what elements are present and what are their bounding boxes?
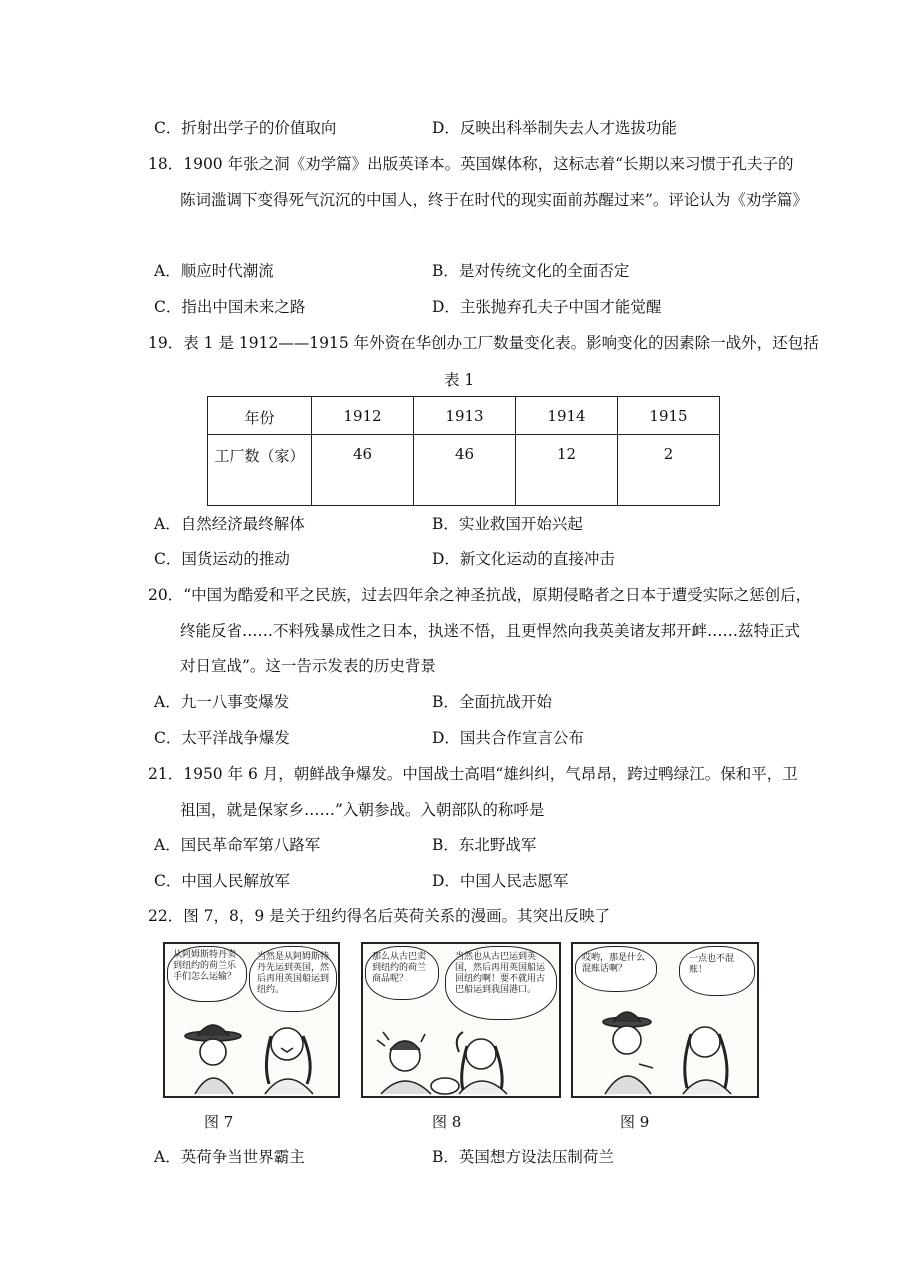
fig7-bubble1-text: 从阿姆斯特丹卖到纽约的荷兰乐手们怎么运输？ xyxy=(173,950,237,982)
q18-option-a: A．顺应时代潮流 xyxy=(154,262,274,280)
factory-table xyxy=(207,396,720,506)
q17-option-c: C．折射出学子的价值取向 xyxy=(154,119,337,137)
q21-stem-line1: 21．1950 年 6 月，朝鲜战争爆发。中国战士高唱“雄纠纠，气昂昂，跨过鸭绿江。保和平，卫 xyxy=(148,765,798,783)
header-1915: 1915 xyxy=(618,397,720,435)
fig8-bubble2-text: 当然也从古巴运到英国，然后再用英国船运回纽约啊！要不就用古巴船运到我国港口。 xyxy=(455,952,546,995)
table-header-row xyxy=(208,397,720,435)
q19-option-a: A．自然经济最终解体 xyxy=(154,515,305,533)
q20-option-d: D．国共合作宣言公布 xyxy=(432,729,584,747)
q20-stem-line2: 终能反省……不料残暴成性之日本，执迷不悟，且更悍然向我英美诸友邦开衅……兹特正式 xyxy=(180,622,801,640)
q22-option-a: A．英荷争当世界霸主 xyxy=(154,1148,305,1166)
cell-1914: 12 xyxy=(516,435,618,506)
q19-option-b: B．实业救国开始兴起 xyxy=(432,515,583,533)
fig7-caption: 图 7 xyxy=(204,1113,234,1131)
cell-1915: 2 xyxy=(618,435,720,506)
table-title: 表 1 xyxy=(444,371,475,389)
q19-option-c: C．国货运动的推动 xyxy=(154,550,290,568)
cartoon-fig9 xyxy=(571,942,759,1098)
row-label: 工厂数（家） xyxy=(208,435,312,506)
q18-option-d: D．主张抛弃孔夫子中国才能觉醒 xyxy=(432,298,662,316)
q20-stem-line1: 20．“中国为酷爱和平之民族，过去四年余之神圣抗战，原期侵略者之日本于遭受实际之惩创后， xyxy=(148,586,812,604)
cell-1912: 46 xyxy=(312,435,414,506)
q21-option-b: B．东北野战军 xyxy=(432,836,537,854)
q19-stem-line1: 19．表 1 是 1912——1915 年外资在华创办工厂数量变化表。影响变化的因素除一战外，还包括 xyxy=(148,334,819,352)
header-1914: 1914 xyxy=(516,397,618,435)
cartoon-drawing-fig9 xyxy=(573,944,757,1096)
q19-option-d: D．新文化运动的直接冲击 xyxy=(432,550,615,568)
header-1912: 1912 xyxy=(312,397,414,435)
header-year: 年份 xyxy=(208,397,312,435)
cell-1913: 46 xyxy=(414,435,516,506)
fig8-caption: 图 8 xyxy=(432,1113,462,1131)
q22-stem-line1: 22．图 7，8，9 是关于纽约得名后英荷关系的漫画。其突出反映了 xyxy=(148,907,611,925)
q20-stem-line3: 对日宣战”。这一告示发表的历史背景 xyxy=(180,657,436,675)
fig7-bubble2-text: 当然是从阿姆斯特丹先运到英国，然后再用英国船运到纽约。 xyxy=(257,952,330,995)
fig9-caption: 图 9 xyxy=(620,1113,650,1131)
q20-option-b: B．全面抗战开始 xyxy=(432,693,552,711)
q21-stem-line2: 祖国，就是保家乡……”入朝参战。入朝部队的称呼是 xyxy=(180,801,545,819)
table-data-row xyxy=(208,435,720,506)
fig8-bubble1-text: 那么从古巴卖到纽约的荷兰商品呢？ xyxy=(372,952,427,984)
header-1913: 1913 xyxy=(414,397,516,435)
fig9-bubble1-text: 哎哟，那是什么混账话啊？ xyxy=(582,953,646,974)
cartoon-fig7 xyxy=(163,942,340,1098)
cartoon-drawing-fig8 xyxy=(363,944,559,1096)
q21-option-d: D．中国人民志愿军 xyxy=(432,872,569,890)
fig9-bubble2-text: 一点也不混账！ xyxy=(689,954,735,975)
q18-option-b: B．是对传统文化的全面否定 xyxy=(432,262,630,280)
q22-option-b: B．英国想方设法压制荷兰 xyxy=(432,1148,614,1166)
cartoon-fig8 xyxy=(361,942,561,1098)
q18-stem-line2: 陈词滥调下变得死气沉沉的中国人，终于在时代的现实面前苏醒过来”。评论认为《劝学篇》 xyxy=(180,191,808,209)
q20-option-c: C．太平洋战争爆发 xyxy=(154,729,290,747)
q18-stem-line1: 18．1900 年张之洞《劝学篇》出版英译本。英国媒体称，这标志着“长期以来习惯于孔夫子的 xyxy=(148,155,794,173)
q17-option-d: D．反映出科举制失去人才选拔功能 xyxy=(432,119,677,137)
q21-option-a: A．国民革命军第八路军 xyxy=(154,836,321,854)
q21-option-c: C．中国人民解放军 xyxy=(154,872,290,890)
q18-option-c: C．指出中国未来之路 xyxy=(154,298,306,316)
q20-option-a: A．九一八事变爆发 xyxy=(154,693,290,711)
cartoon-drawing-fig7 xyxy=(165,944,338,1096)
